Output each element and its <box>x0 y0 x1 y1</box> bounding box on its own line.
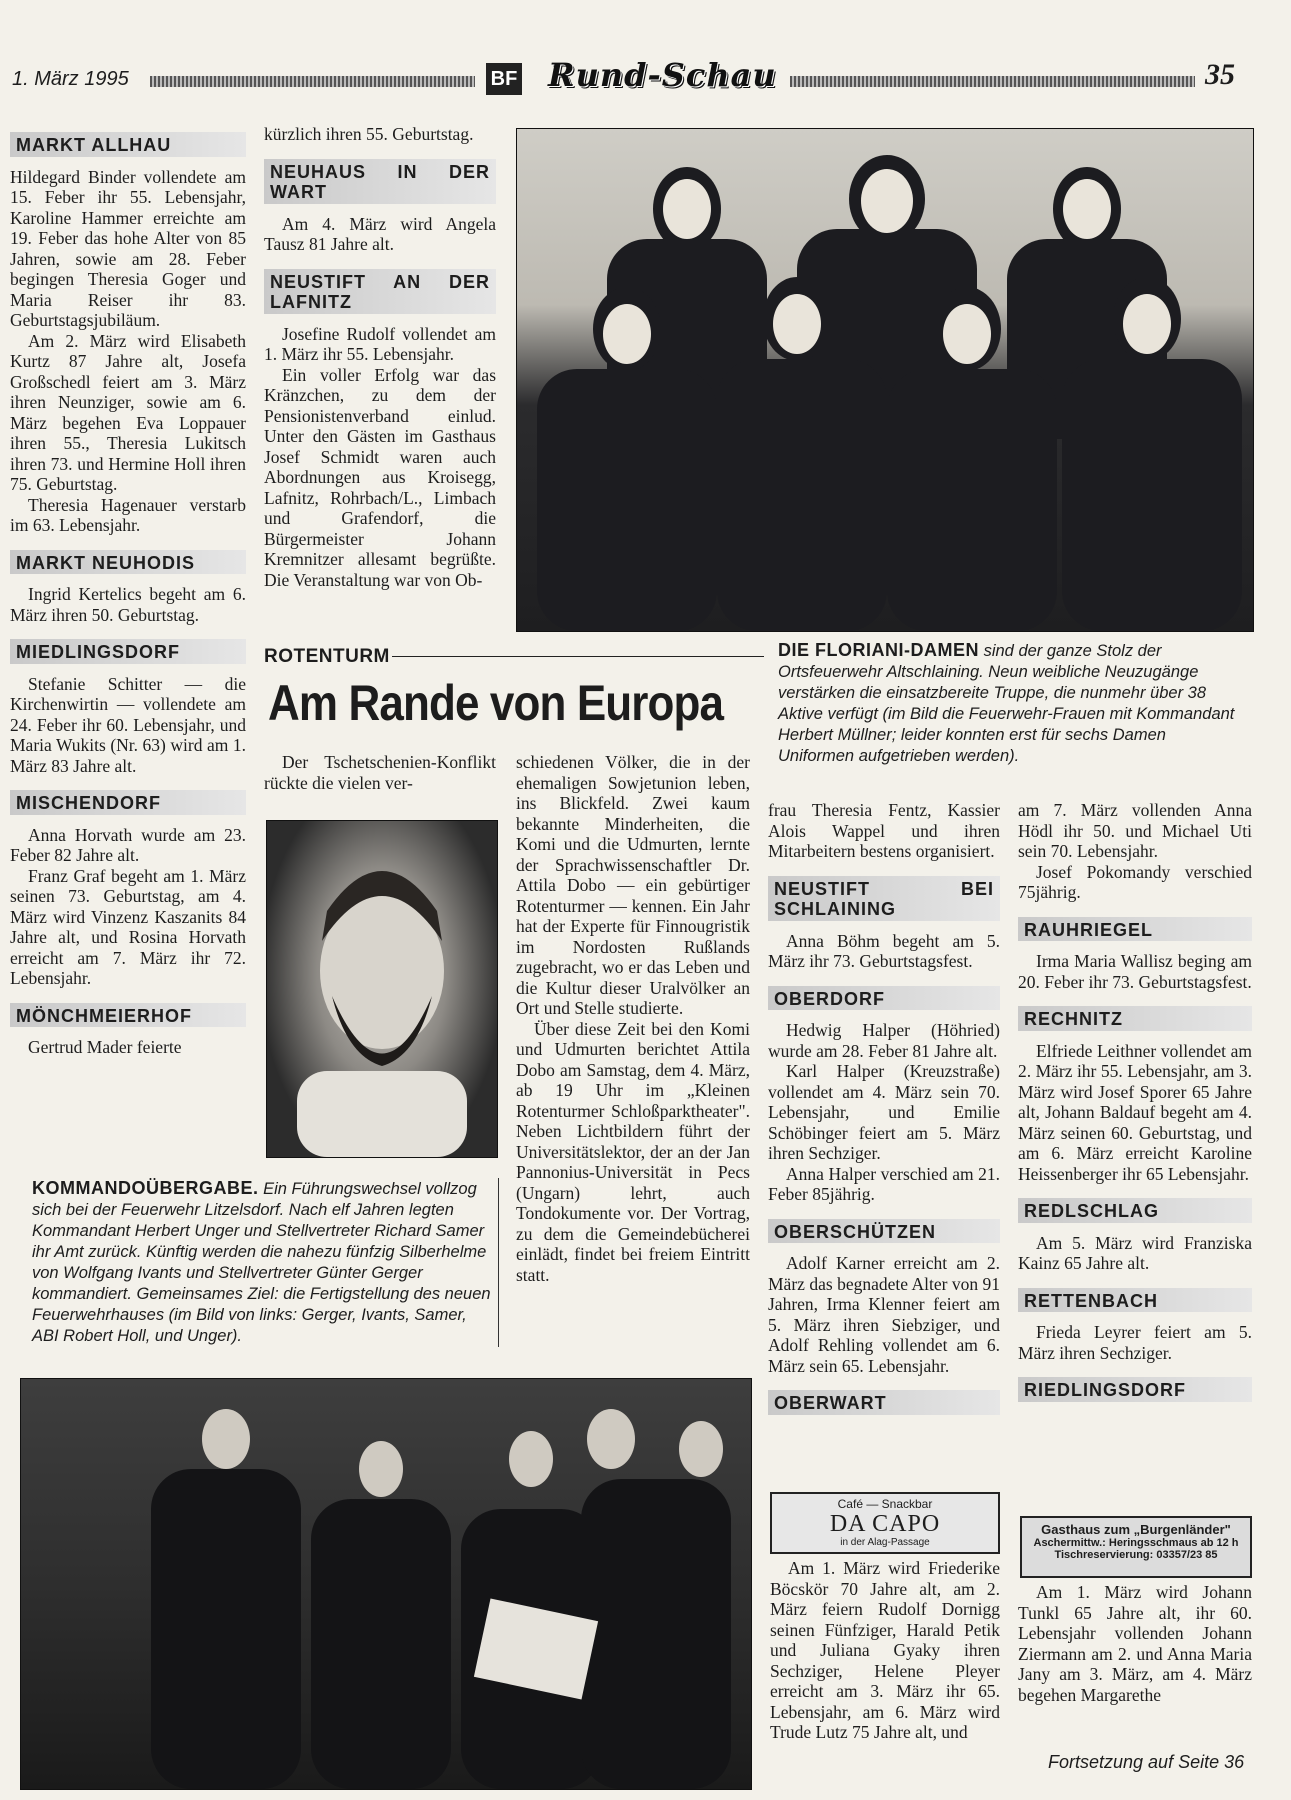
section-heading: RECHNITZ <box>1018 1006 1252 1031</box>
paragraph: Am 1. März wird Friederike Böcskör 70 Jahre alt, am 2. März feiern Rudolf Dornigg seinen Fünfziger, Harald Petik und Juliana Gyaky ihren Sechziger, Helene Pleyer erreicht am 3. März ihr 65. Lebensjahr, am 6. März wird Trude Lutz 75 Jahre alt, und <box>770 1558 1000 1742</box>
section-heading: REDLSCHLAG <box>1018 1198 1252 1223</box>
section-heading: MIEDLINGSDORF <box>10 639 246 664</box>
caption-text: Ein Führungswechsel vollzog sich bei der Feuerwehr Litzelsdorf. Nach elf Jahren legten Kommandant Herbert Unger und Stellvertreter Richard Samer ihr Amt zurück. Künftig werden die nahezu fünfzig Silberhelme von Wolfgang Ivants und Stellvertreter Günter Gerger kommandiert. Gemeinsames Ziel: die Fertigstellung des neuen Feuerwehrhauses (im Bild von links: Gerger, Ivants, Samer, ABI Robert Holl, und Unger). <box>32 1180 491 1345</box>
section-heading: MÖNCHMEIERHOF <box>10 1003 246 1028</box>
paragraph: Am 4. März wird Angela Tausz 81 Jahre alt. <box>264 213 496 254</box>
paragraph: Anna Böhm begeht am 5. März ihr 73. Geburtstagsfest. <box>768 930 1000 971</box>
column-2 <box>264 124 496 590</box>
paragraph: Am 2. März wird Elisabeth Kurtz 87 Jahre alt, Josefa Großschedl feiert am 3. März ihren Neunziger, sowie am 6. März begehen Eva Loppauer ihren 55., Theresia Lukitsch ihren 73. und Hermine Holl ihren 75. Geburtstag. <box>10 330 246 494</box>
portrait-silhouette <box>267 821 497 1157</box>
paragraph: Am 1. März wird Johann Tunkl 65 Jahre alt, ihr 60. Lebensjahr vollenden Johann Ziermann am 2. und Anna Maria Jany am 3. März, am 4. März begehen Margarethe <box>1018 1582 1252 1705</box>
ad-name: DA CAPO <box>829 1511 941 1537</box>
paragraph: Am 5. März wird Franziska Kainz 65 Jahre alt. <box>1018 1232 1252 1273</box>
caption-lead: KOMMANDOÜBERGABE. <box>32 1178 259 1198</box>
column-1 <box>10 132 246 1058</box>
paragraph: Der Tschetschenien-Konflikt rückte die vielen ver- <box>264 752 496 793</box>
section-title: Rund-Schau <box>548 56 777 94</box>
paragraph: Irma Maria Wallisz beging am 20. Feber ihr 73. Geburtstagsfest. <box>1018 951 1252 992</box>
paragraph: am 7. März vollenden Anna Hödl ihr 50. und Michael Uti sein 70. Lebensjahr. <box>1018 800 1252 861</box>
paragraph: Elfriede Leithner vollendet am 2. März ihr 55. Lebensjahr, am 3. März wird Josef Sporer 65 Jahre alt, Johann Baldauf begeht am 4. März seinen 60. Geburtstag, und am 6. März erreicht Karoline Heissenberger ihr 65 Lebensjahr. <box>1018 1040 1252 1184</box>
section-heading: RIEDLINGSDORF <box>1018 1377 1252 1402</box>
photo-caption-top <box>778 640 1246 767</box>
section-heading: NEUSTIFT AN DER LAFNITZ <box>264 269 496 314</box>
publication-logo: BF <box>486 63 522 95</box>
column-5-tail <box>1018 1582 1252 1705</box>
section-heading: MARKT NEUHODIS <box>10 550 246 575</box>
paragraph: Karl Halper (Kreuzstraße) vollendet am 4. März sein 70. Lebensjahr, und Emilie Schöbinger feiert am 5. März ihren Sechziger. <box>768 1061 1000 1163</box>
ad-name: Gasthaus zum „Burgenländer" <box>1041 1522 1231 1537</box>
section-heading: MISCHENDORF <box>10 790 246 815</box>
paragraph: Ingrid Kertelics begeht am 6. März ihren 50. Geburtstag. <box>10 584 246 625</box>
section-heading: RAUHRIEGEL <box>1018 917 1252 942</box>
caption-text: sind der ganze Stolz der Ortsfeuerwehr Altschlaining. Neun weibliche Neuzugänge verstärken die einsatzbereite Truppe, die nunmehr über 38 Aktive verfügt (im Bild die Feuerwehr-Frauen mit Kommandant Herbert Müllner; leider konnten erst für sechs Damen Uniformen aufgetrieben werden). <box>778 642 1235 765</box>
article-col-a <box>264 752 496 793</box>
paragraph: kürzlich ihren 55. Geburtstag. <box>264 124 474 144</box>
section-heading: OBERWART <box>768 1390 1000 1415</box>
caption-lead: DIE FLORIANI-DAMEN <box>778 640 979 660</box>
section-heading: OBERSCHÜTZEN <box>768 1219 1000 1244</box>
page-number: 35 <box>1205 58 1235 91</box>
paragraph: Josefine Rudolf vollendet am 1. März ihr 55. Lebensjahr. <box>264 323 496 364</box>
kicker-rule <box>392 656 764 657</box>
photo-caption-bottom <box>32 1178 499 1347</box>
ad-line: in der Alag-Passage <box>840 1537 930 1548</box>
column-5 <box>1018 800 1252 1412</box>
section-heading: NEUHAUS IN DER WART <box>264 159 496 204</box>
article-col-b <box>516 752 750 1285</box>
ad-gasthaus <box>1020 1516 1252 1578</box>
issue-date: 1. März 1995 <box>12 68 129 90</box>
article-kicker: ROTENTURM <box>264 646 390 667</box>
section-heading: MARKT ALLHAU <box>10 132 246 157</box>
photo-silhouettes <box>517 129 1253 631</box>
section-heading: OBERDORF <box>768 986 1000 1011</box>
photo-attila-dobo <box>266 820 498 1158</box>
ad-line: Café — Snackbar <box>837 1497 933 1511</box>
paragraph: Anna Halper verschied am 21. Feber 85jährig. <box>768 1163 1000 1204</box>
paragraph: Ein voller Erfolg war das Kränzchen, zu dem der Pensionistenverband einlud. Unter den Gästen im Gasthaus Josef Schmidt waren auch Abordnungen aus Kroisegg, Lafnitz, Rohrbach/L., Limbach und Grafendorf, die Bürgermeister Johann Kremnitzer allesamt begrüßte. Die Veranstaltung war von Ob- <box>264 364 496 590</box>
paragraph: Stefanie Schitter — die Kirchenwirtin — vollendete am 24. Feber ihr 60. Lebensjahr, und Maria Wukits (Nr. 63) wird am 1. März 83 Jahre alt. <box>10 673 246 776</box>
paragraph: Anna Horvath wurde am 23. Feber 82 Jahre alt. <box>10 824 246 865</box>
ad-line: Tischreservierung: 03357/23 85 <box>1054 1549 1218 1561</box>
paragraph: Gertrud Mader feierte <box>28 1037 182 1057</box>
paragraph: Josef Pokomandy verschied 75jährig. <box>1018 861 1252 902</box>
paragraph: Franz Graf begeht am 1. März seinen 73. Geburtstag, am 4. März wird Vinzenz Kaszanits 84 Jahre alt, und Rosina Horvath erreicht am 7. März ihr 72. Lebensjahr. <box>10 865 246 988</box>
paragraph: Hildegard Binder vollendete am 15. Feber ihr 55. Lebensjahr, Karoline Hammer erreichte am 19. Feber das hohe Alter von 85 Jahren, sowie am 28. Feber begingen Theresia Goger und Maria Reiser ihr 83. Geburtstagsjubiläum. <box>10 166 246 330</box>
ad-line: Aschermittw.: Heringsschmaus ab 12 h <box>1033 1537 1239 1549</box>
column-4-tail <box>770 1558 1000 1743</box>
section-heading: RETTENBACH <box>1018 1288 1252 1313</box>
header-rule-right <box>790 76 1195 87</box>
paragraph: frau Theresia Fentz, Kassier Alois Wappel und ihren Mitarbeitern bestens organisiert. <box>768 800 1000 861</box>
header-rule-left <box>150 76 475 87</box>
section-heading: NEUSTIFT BEI SCHLAINING <box>768 876 1000 921</box>
photo-silhouettes <box>21 1379 751 1789</box>
article-headline: Am Rande von Europa <box>268 675 724 731</box>
paragraph: Frieda Leyrer feiert am 5. März ihren Sechziger. <box>1018 1322 1252 1363</box>
photo-floriani-damen <box>516 128 1254 632</box>
column-4 <box>768 800 1000 1425</box>
paragraph: Über diese Zeit bei den Komi und Udmurten berichtet Attila Dobo am Samstag, dem 4. März, ab 19 Uhr im „Kleinen Rotenturmer Schloßparktheater". Neben Lichtbildern führt der Universitätslektor, der an der Jan Pannonius-Universität in Pecs (Ungarn) lehrt, auch Tondokumente vor. Der Vortrag, zu dem die Gemeindebücherei einlädt, findet bei freiem Eintritt statt. <box>516 1018 750 1285</box>
paragraph: Theresia Hagenauer verstarb im 63. Lebensjahr. <box>10 494 246 535</box>
paragraph: schiedenen Völker, die in der ehemaligen Sowjetunion leben, ins Blickfeld. Zwei kaum bekannte Minderheiten, die Komi und die Udmurten, lernte der Sprachwissenschaftler Dr. Attila Dobo — ein gebürtiger Rotenturmer — kennen. Ein Jahr hat der Experte für Finnougristik im Nordosten Rußlands zugebracht, wo er das Leben und die Kultur dieser Uralvölker an Ort und Stelle studierte. <box>516 752 750 1018</box>
ad-dacapo <box>770 1492 1000 1554</box>
continued-note: Fortsetzung auf Seite 36 <box>1048 1752 1245 1772</box>
paragraph: Adolf Karner erreicht am 2. März das begnadete Alter von 91 Jahren, Irma Klenner feiert am 5. März ihren Siebziger, und Adolf Rehling vollendet am 6. März sein 65. Lebensjahr. <box>768 1253 1000 1376</box>
photo-kommandouebergabe <box>20 1378 752 1790</box>
paragraph: Hedwig Halper (Höhried) wurde am 28. Feber 81 Jahre alt. <box>768 1020 1000 1061</box>
